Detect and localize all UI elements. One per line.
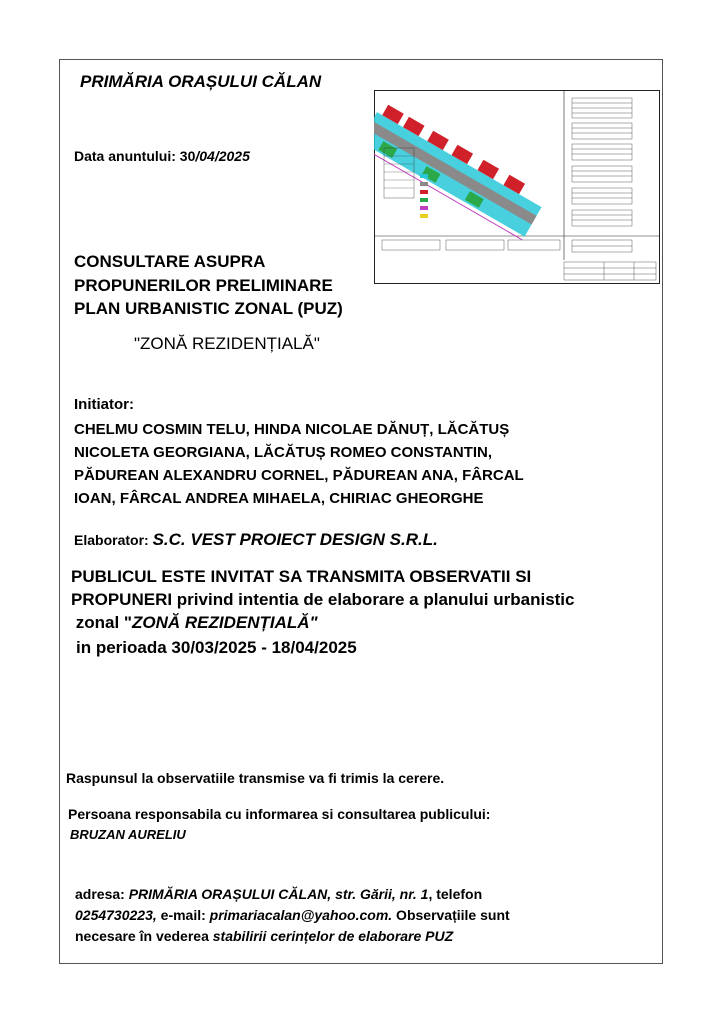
responsible-name: BRUZAN AURELIU	[70, 827, 186, 842]
urban-plan-drawing-icon	[374, 90, 660, 284]
email-link[interactable]: primariacalan@yahoo.com.	[209, 907, 393, 923]
initiator-line: CHELMU COSMIN TELU, HINDA NICOLAE DĂNUȚ, LĂCĂTUȘ	[74, 421, 510, 438]
responsible-label: Persoana responsabila cu informarea si consultarea publicului:	[68, 806, 491, 822]
initiator-list	[74, 418, 524, 510]
public-invitation: PUBLICUL ESTE INVITAT SA TRANSMITA OBSERVATII SI PROPUNERI privind intentia de elaborare a planului urbanistic zonal "ZONĂ REZIDENȚIALĂ"	[71, 567, 575, 632]
consultation-heading: CONSULTARE ASUPRA PROPUNERILOR PRELIMINARE PLAN URBANISTIC ZONAL (PUZ)	[74, 252, 343, 318]
contact-address: adresa: PRIMĂRIA ORAȘULUI CĂLAN, str. Gării, nr. 1, telefon 0254730223, e-mail: primariacalan@yahoo.com. Observațiile sunt necesare în vederea stabilirii cerințelor de elaborare PUZ	[75, 886, 510, 944]
response-note: Raspunsul la observatiile transmise va fi trimis la cerere.	[66, 770, 445, 786]
elaborator: Elaborator: S.C. VEST PROIECT DESIGN S.R.L.	[74, 530, 438, 549]
announcement-date: Data anuntului: 30/04/2025	[74, 148, 250, 164]
page-title: PRIMĂRIA ORAȘULUI CĂLAN	[80, 72, 322, 91]
zone-name: "ZONĂ REZIDENȚIALĂ"	[134, 334, 320, 353]
initiator-label: Initiator:	[74, 396, 134, 413]
initiator-line: IOAN, FÂRCAL ANDREA MIHAELA, CHIRIAC GHEORGHE	[74, 490, 484, 507]
initiator-line: NICOLETA GEORGIANA, LĂCĂTUȘ ROMEO CONSTANTIN,	[74, 444, 493, 461]
consultation-period: in perioada 30/03/2025 - 18/04/2025	[76, 638, 357, 657]
initiator-line: PĂDUREAN ALEXANDRU CORNEL, PĂDUREAN ANA, FÂRCAL	[74, 467, 524, 484]
